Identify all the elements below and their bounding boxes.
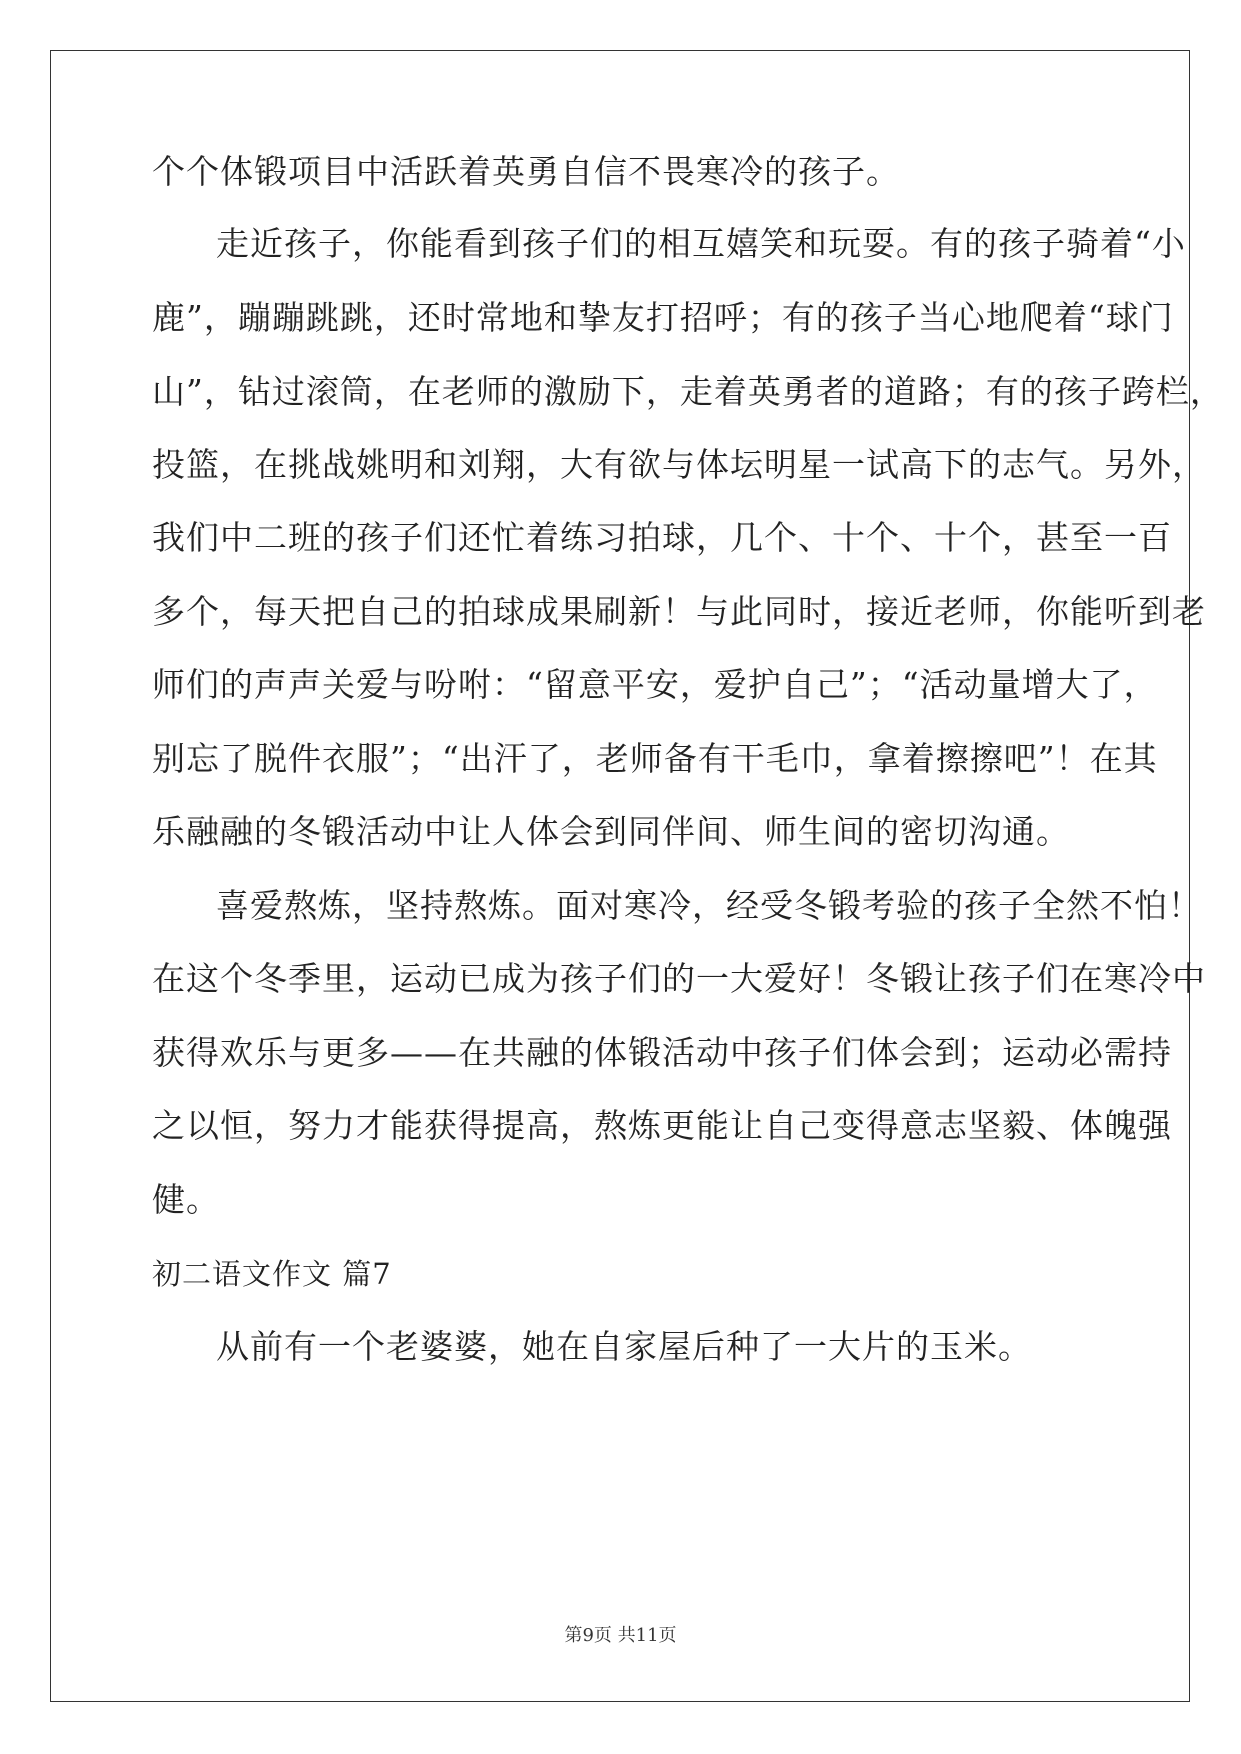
text-line: 获得欢乐与更多——在共融的体锻活动中孩子们体会到；运动必需持 <box>152 1033 1172 1072</box>
text-line: 走近孩子，你能看到孩子们的相互嬉笑和玩耍。有的孩子骑着“小 <box>216 224 1186 263</box>
text-line: 在这个冬季里，运动已成为孩子们的一大爱好！冬锻让孩子们在寒冷中 <box>152 959 1206 998</box>
text-line: 乐融融的冬锻活动中让人体会到同伴间、师生间的密切沟通。 <box>152 812 1070 851</box>
section-heading: 初二语文作文 篇7 <box>152 1257 392 1291</box>
text-line: 鹿”，蹦蹦跳跳，还时常地和挚友打招呼；有的孩子当心地爬着“球门 <box>152 298 1174 337</box>
text-line: 山”，钻过滚筒，在老师的激励下，走着英勇者的道路；有的孩子跨栏， <box>152 372 1224 411</box>
text-line: 喜爱熬炼，坚持熬炼。面对寒冷，经受冬锻考验的孩子全然不怕！ <box>216 886 1202 925</box>
text-line: 从前有一个老婆婆，她在自家屋后种了一大片的玉米。 <box>216 1327 1032 1366</box>
text-line: 多个，每天把自己的拍球成果刷新！与此同时，接近老师，你能听到老 <box>152 592 1206 631</box>
text-line: 师们的声声关爱与吩咐：“留意平安，爱护自己”；“活动量增大了， <box>152 665 1158 704</box>
text-line: 我们中二班的孩子们还忙着练习拍球，几个、十个、十个，甚至一百 <box>152 518 1172 557</box>
text-line: 个个体锻项目中活跃着英勇自信不畏寒冷的孩子。 <box>152 152 900 191</box>
text-line: 之以恒，努力才能获得提高，熬炼更能让自己变得意志坚毅、体魄强 <box>152 1106 1172 1145</box>
text-line: 健。 <box>152 1180 220 1219</box>
text-line: 投篮，在挑战姚明和刘翔，大有欲与体坛明星一试高下的志气。另外， <box>152 445 1206 484</box>
page-number-footer: 第9页 共11页 <box>564 1625 677 1646</box>
text-line: 别忘了脱件衣服”；“出汗了，老师备有干毛巾，拿着擦擦吧”！在其 <box>152 739 1158 778</box>
